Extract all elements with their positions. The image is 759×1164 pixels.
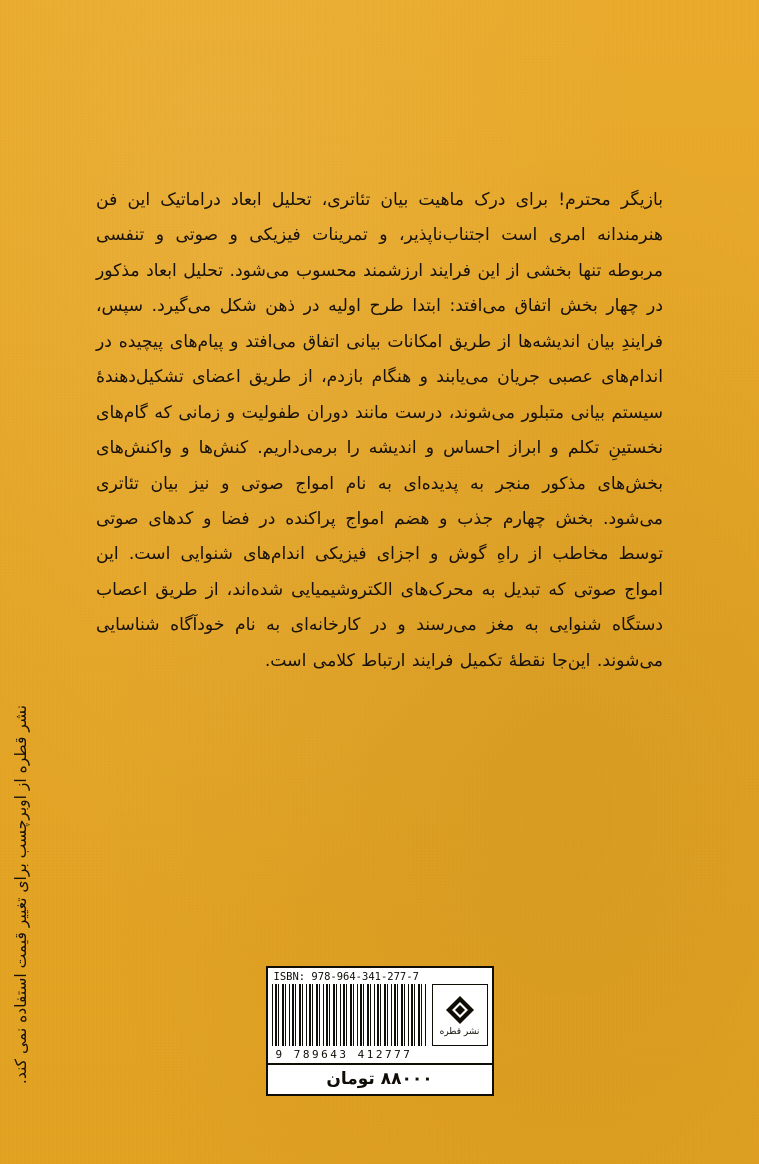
barcode-bars [272,984,428,1046]
publisher-logo-caption: نشر قطره [439,1026,480,1037]
side-note-area [0,0,48,1164]
isbn-row [268,968,492,984]
publisher-logo [432,984,488,1046]
barcode-block [266,966,494,1096]
isbn-label: ISBN: 978-964-341-277-7 [273,971,419,983]
back-cover-blurb [96,183,663,679]
diamond-logo-icon [445,995,475,1025]
blurb-text: بازیگر محترم! برای درک ماهیت بیان تئاتری، تحلیل ابعاد دراماتیک این فن هنرمندانه امری است اجتناب‌ناپذیر، و تمرینات فیزیکی و صوتی و تنفسی مربوطه تنها بخشی از این فرایند ارزشمند محسوب می‌شود. تحلیل ابعاد مذکور در چهار بخش اتفاق می‌افتد: ابتدا طرح اولیه در ذهن شکل می‌گیرد. سپس، فرایندِ بیان اندیشه‌ها از طریق امکانات بیانی اتفاق می‌افتد و پیام‌های پیچیده در اندام‌های عصبی جریان می‌یابند و هنگام بازدم، از طریق اعضای تشکیل‌دهندۀ سیستم بیانی متبلور می‌شوند، درست مانند دوران طفولیت و زمانی که گام‌های نخستینِ تکلم و ابراز احساس و اندیشه را برمی‌داریم. کنش‌ها و واکنش‌های بخش‌های مذکور منجر به پدیده‌ای به نام امواج صوتی و نیز بیان تئاتری می‌شود. بخش چهارم جذب و هضم امواج پراکنده در فضا و کدهای صوتی توسط مخاطب از راهِ گوش و اجزای فیزیکی اندام‌های شنوایی است. این امواج صوتی که تبدیل به محرک‌های الکتروشیمیایی شده‌اند، از طریق اعصاب دستگاه شنوایی به مغز می‌رسند و در کارخانه‌ای به نام خودآگاه شناسایی می‌شوند. این‌جا نقطۀ تکمیل فرایند ارتباط کلامی است. [96,190,663,671]
barcode-main [268,984,492,1048]
price-sticker-note: نشر قطره از اوبرچسب برای تغییر قیمت استفاده نمی کند. [12,704,30,1084]
price-label: ۸۸۰۰۰ تومان [268,1063,492,1094]
barcode-digits: 9 789643 412777 [275,1048,413,1061]
